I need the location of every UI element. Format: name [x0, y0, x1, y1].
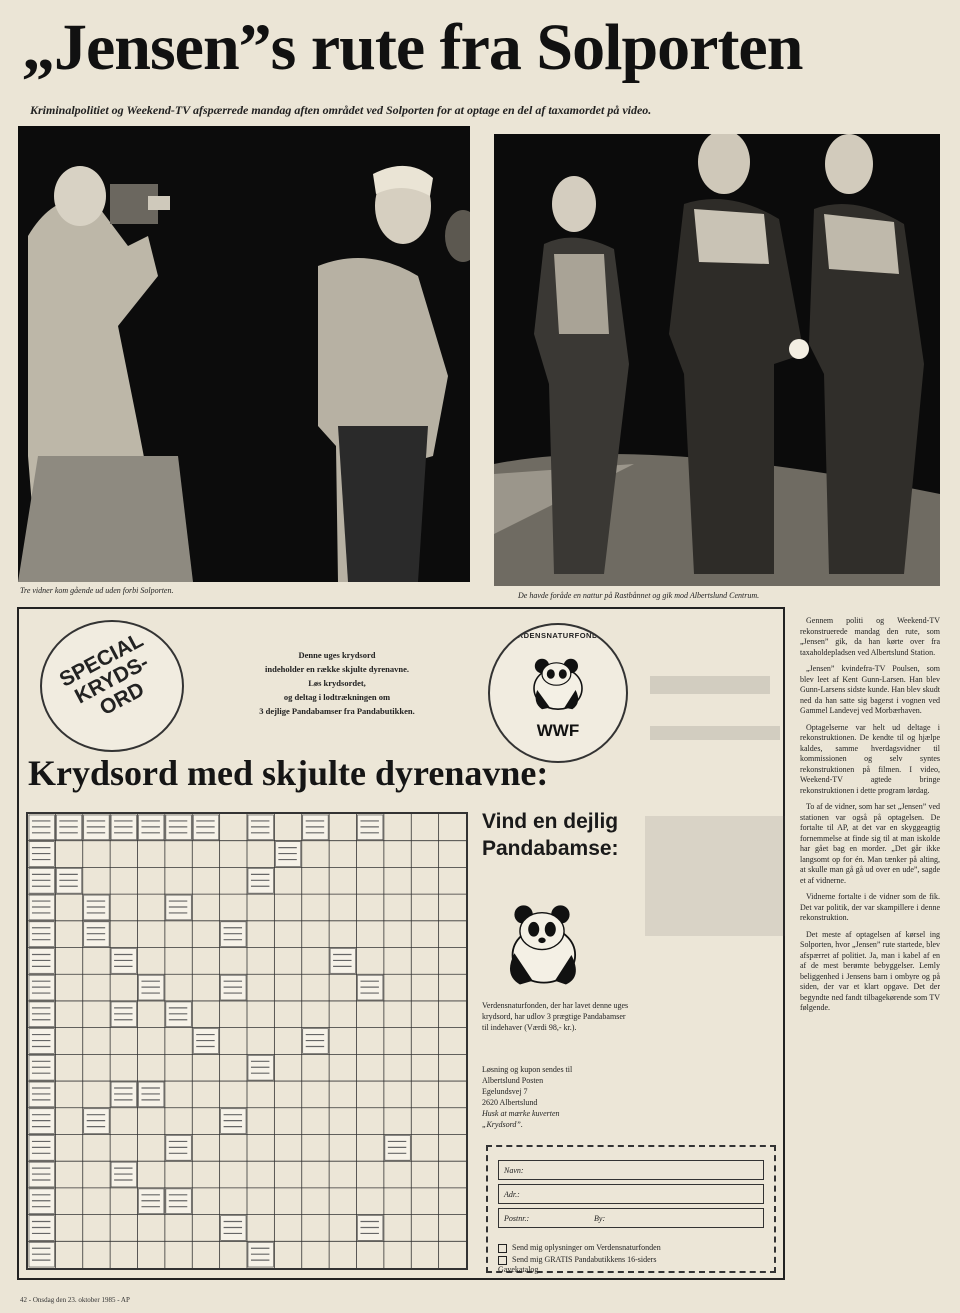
checkbox-row-catalog[interactable]	[498, 1255, 668, 1274]
article-paragraph: Vidnerne fortalte i de vidner som de fik. Det var politik, der var skampillere i denne rekonstruktion.	[800, 892, 940, 922]
crossword-title: Krydsord med skjulte dyrenavne:	[28, 753, 549, 793]
checkbox-label: Send mig GRATIS Pandabutikkens 16-siders Gavekatalog.	[498, 1255, 657, 1274]
article-paragraph: Gennem politi og Weekend-TV rekonstruerede mandag den rute, som „Jensen” gik, da han kørte over fra taxaholdepladsen ved Albertslund Station.	[800, 616, 940, 657]
address-line: Husk at mærke kuverten	[482, 1109, 560, 1118]
photo-right-caption: De havde foråde en nattur på Rastbånnet og gik mod Albertslund Centrum.	[518, 591, 760, 600]
page-footer: 42 - Onsdag den 23. oktober 1985 - AP	[20, 1296, 130, 1304]
intro-line: Løs krydsordet,	[308, 678, 366, 688]
by-label: By:	[594, 1214, 606, 1223]
address-line: 2620 Albertslund	[482, 1098, 538, 1107]
address-line: Albertslund Posten	[482, 1076, 544, 1085]
address-line: Løsning og kupon sendes til	[482, 1065, 573, 1074]
postnr-label: Postnr.:	[504, 1214, 530, 1223]
photo-left	[18, 126, 470, 582]
address-label: Adr.:	[504, 1190, 520, 1199]
address-block	[482, 1064, 642, 1130]
article-paragraph: Det meste af optagelsen af kørsel ing Solporten, hvor „Jensen” rute startede, blev afspærret af politiet. Ja, man i kabel af en af de mest berømte bebyggelser. Lemly beliggenhed i Jensens barn i ombyre og på siden, der var et klart opgave. Det der begyndte ned fandt tilbagekørende som TV følgende.	[800, 929, 940, 1012]
article-paragraph: Optagelserne var helt ud deltage i rekonstruktionen. De kendte til og hjælpe kaldes, samme hverdagsvidner til kommissionen og selv syntes rekonstruktionen på filmen. I video, Weekend-TV agtede bringe rekonstruktionen i dette program lørdag.	[800, 722, 940, 795]
name-label: Navn:	[504, 1166, 524, 1175]
checkbox[interactable]	[498, 1256, 507, 1265]
panda-illustration-icon	[496, 898, 588, 990]
panda-logo-icon	[518, 647, 598, 717]
wwf-label: WWF	[536, 721, 580, 740]
intro-line: indeholder en række skjulte dyrenavne.	[265, 664, 409, 674]
checkbox-row-info[interactable]	[498, 1243, 661, 1253]
prize-heading: Vind en dejlig Pandabamse:	[482, 810, 619, 860]
checkbox[interactable]	[498, 1244, 507, 1253]
address-line: Egelundsvej 7	[482, 1087, 528, 1096]
checkbox-label: Send mig oplysninger om Verdensnaturfonden	[512, 1243, 661, 1252]
wwf-arc-text: VERDENSNATURFONDEN	[506, 631, 610, 640]
address-line: „Krydsord”.	[482, 1120, 523, 1129]
headline: „Jensen”s rute fra Solporten	[22, 11, 803, 84]
article-column	[800, 616, 940, 1300]
bleed-through-texture	[640, 616, 790, 1236]
special-badge-text: SPECIAL KRYDS-ORD	[55, 628, 153, 721]
crossword-intro	[212, 648, 462, 718]
crossword-grid[interactable]	[26, 812, 468, 1270]
wwf-logo-circle	[488, 623, 628, 763]
intro-line: og deltag i lodtrækningen om	[283, 692, 391, 702]
photo-left-caption: Tre vidner kom gående ud uden forbi Solporten.	[20, 586, 174, 595]
intro-line: 3 dejlige Pandabamser fra Pandabutikken.	[259, 706, 415, 716]
intro-line: Denne uges krydsord	[298, 650, 376, 660]
article-paragraph: To af de vidner, som har set „Jensen” ved stationen var også på optagelsen. De fortalte til AP, at det var en skyggeagtig fornemmelse at finde sig til at man iskolde har gået bag en morder. „Det går ikke langsomt op for én. Man tænker på alting, at skulle man gå gå ud over en ude”, sagde et af vidnerne.	[800, 802, 940, 885]
article-paragraph: „Jensen” kvindefra-TV Poulsen, som blev leet af Kent Gunn-Larsen. Han blev Gunn-Larsens sidste kunde. Han blev skudt ned da han satte sig bagerst i vognen ved Gammel Landevej ved Morbærhaven.	[800, 664, 940, 715]
photo-right	[494, 134, 940, 586]
subheadline: Kriminalpolitiet og Weekend-TV afspærrede mandag aften området ved Solporten for at optage en del af taxamordet på video.	[30, 103, 652, 117]
prize-text: Verdensnaturfonden, der har lavet denne uges krydsord, har udlov 3 prægtige Pandabamser til indehaver (Værdi 98,- kr.).	[482, 1001, 629, 1032]
